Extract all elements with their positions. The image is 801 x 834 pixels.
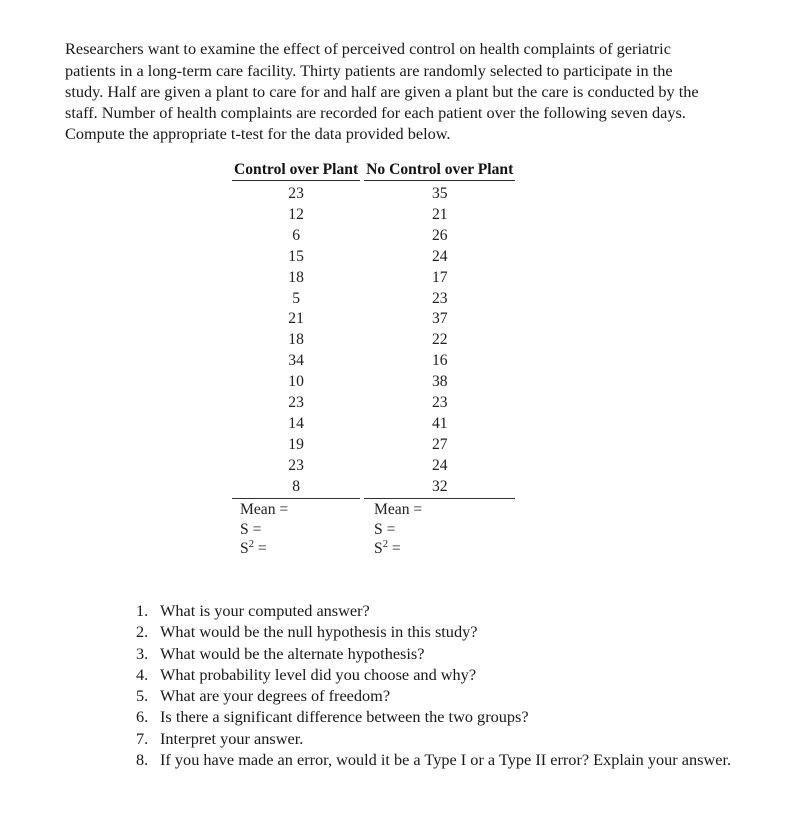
cell-control-over-plant: 10 xyxy=(288,373,304,391)
cell-control-over-plant: 6 xyxy=(292,226,300,244)
cell-no-control-over-plant: 24 xyxy=(431,456,448,474)
s-squared-label-control xyxy=(240,539,374,559)
cell-control-over-plant: 19 xyxy=(288,435,304,453)
cell-control-over-plant: 15 xyxy=(288,247,304,265)
question-item xyxy=(136,706,756,727)
cell-control-over-plant: 18 xyxy=(288,331,304,349)
table-row xyxy=(232,247,515,268)
question-item xyxy=(136,685,756,706)
table-row xyxy=(232,393,515,414)
question-number: 3. xyxy=(136,643,149,663)
question-text: What would be the alternate hypothesis? xyxy=(160,643,425,663)
s-squared-exponent: 2 xyxy=(382,539,388,550)
cell-no-control-over-plant: 26 xyxy=(431,226,448,244)
cell-control-over-plant: 14 xyxy=(288,414,304,432)
cell-control-over-plant: 18 xyxy=(288,268,304,286)
table-row xyxy=(232,414,515,435)
cell-no-control-over-plant: 38 xyxy=(431,373,448,391)
s-squared-label-no-control xyxy=(374,539,508,559)
question-text: What would be the null hypothesis in this study? xyxy=(160,622,478,642)
question-text: What are your degrees of freedom? xyxy=(160,686,391,706)
question-text: What is your computed answer? xyxy=(160,601,370,620)
question-number: 2. xyxy=(136,622,149,642)
question-item xyxy=(136,621,756,642)
questions-list xyxy=(96,600,756,770)
mean-label-control: Mean = xyxy=(240,501,289,518)
cell-no-control-over-plant: 16 xyxy=(431,352,448,370)
summary-block xyxy=(240,500,580,559)
cell-no-control-over-plant: 27 xyxy=(431,435,448,453)
cell-control-over-plant: 12 xyxy=(288,205,304,223)
cell-control-over-plant: 23 xyxy=(288,185,304,202)
cell-no-control-over-plant: 35 xyxy=(431,185,448,202)
table-row xyxy=(232,181,515,205)
summary-row-s xyxy=(240,520,580,540)
question-number: 7. xyxy=(136,728,149,748)
table-row xyxy=(232,330,515,351)
table-row xyxy=(232,205,515,226)
s-squared-base: S xyxy=(240,540,249,558)
summary-row-s-squared xyxy=(240,539,580,559)
question-text: What probability level did you choose and why? xyxy=(160,664,477,684)
table-row xyxy=(232,351,515,372)
question-number: 4. xyxy=(136,664,149,684)
data-table xyxy=(232,160,515,499)
question-item xyxy=(136,749,756,770)
question-item xyxy=(136,728,756,749)
cell-no-control-over-plant: 37 xyxy=(431,310,448,328)
summary-row-mean xyxy=(240,500,580,520)
s-label-control: S = xyxy=(240,520,262,538)
cell-no-control-over-plant: 22 xyxy=(431,331,448,349)
s-squared-base: S xyxy=(374,540,383,558)
table-row xyxy=(232,309,515,330)
cell-control-over-plant: 34 xyxy=(288,352,304,370)
question-number: 1. xyxy=(136,601,149,620)
s-squared-suffix: = xyxy=(387,540,401,558)
cell-no-control-over-plant: 24 xyxy=(431,247,448,265)
cell-no-control-over-plant: 23 xyxy=(431,394,448,412)
table-row xyxy=(232,268,515,289)
cell-control-over-plant: 23 xyxy=(288,456,304,474)
table-row xyxy=(232,226,515,247)
table-row xyxy=(232,372,515,393)
column-header-no-control-over-plant: No Control over Plant xyxy=(364,160,515,181)
cell-control-over-plant: 8 xyxy=(232,477,360,498)
cell-control-over-plant: 5 xyxy=(292,289,300,307)
question-text: Is there a significant difference between the two groups? xyxy=(160,707,529,727)
table-row xyxy=(232,477,515,498)
cell-no-control-over-plant: 17 xyxy=(431,268,448,286)
cell-no-control-over-plant: 41 xyxy=(431,414,448,432)
intro-paragraph: Researchers want to examine the effect of perceived control on health complaints of geriatric patients in a long-term care facility. Thirty patients are randomly selected to participate in the study. Half are given a plant to care for and half are given a plant but the care is conducted by the staff. Number of health complaints are recorded for each patient over the following seven days. Compute the appropriate t-test for the data provided below. xyxy=(65,39,699,144)
s-squared-suffix: = xyxy=(253,540,267,558)
mean-label-no-control: Mean = xyxy=(374,501,423,518)
table-row xyxy=(232,435,515,456)
column-header-control-over-plant: Control over Plant xyxy=(232,160,360,181)
cell-no-control-over-plant: 32 xyxy=(364,477,515,498)
question-number: 5. xyxy=(136,686,149,706)
question-number: 6. xyxy=(136,707,149,727)
question-text: If you have made an error, would it be a Type I or a Type II error? Explain your answer. xyxy=(160,750,732,770)
cell-no-control-over-plant: 21 xyxy=(431,205,448,223)
question-item xyxy=(136,643,756,664)
table-body xyxy=(232,181,515,499)
table-row xyxy=(232,456,515,477)
table-row xyxy=(232,289,515,310)
s-squared-exponent: 2 xyxy=(248,539,254,550)
cell-no-control-over-plant: 23 xyxy=(431,289,448,307)
question-number: 8. xyxy=(136,750,149,770)
cell-control-over-plant: 23 xyxy=(288,394,304,412)
table-header-row xyxy=(232,160,515,181)
cell-control-over-plant: 21 xyxy=(288,310,304,328)
question-item xyxy=(136,600,756,621)
question-item xyxy=(136,664,756,685)
question-text: Interpret your answer. xyxy=(160,728,304,748)
s-label-no-control: S = xyxy=(374,520,396,538)
